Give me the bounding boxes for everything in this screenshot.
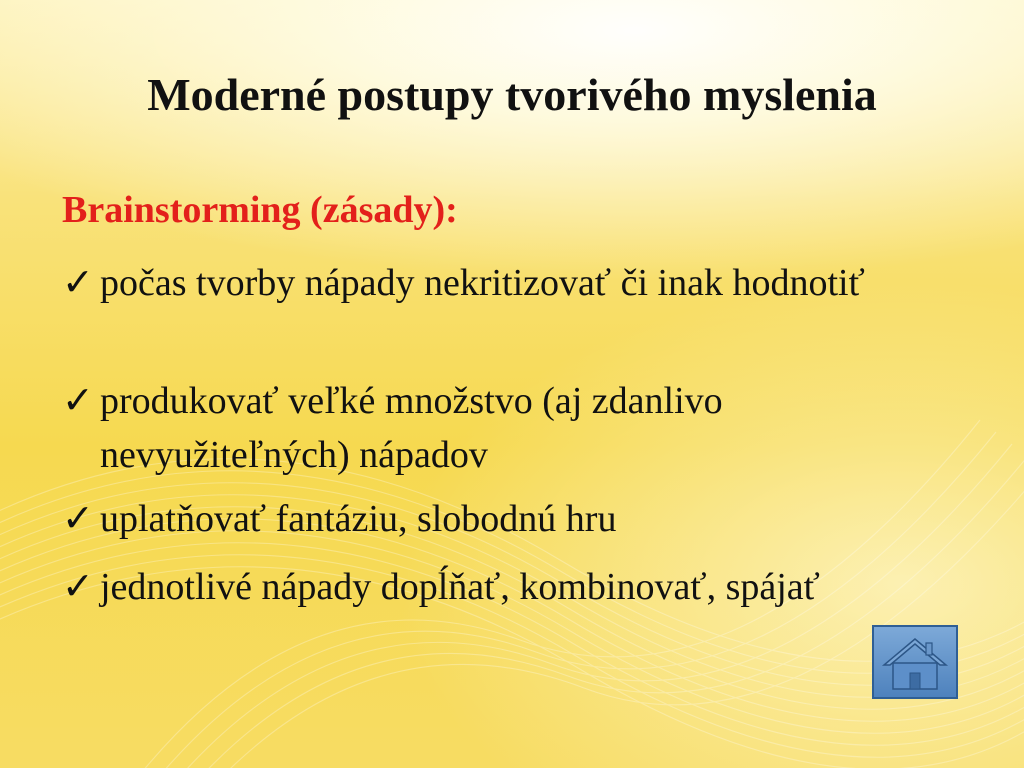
bullet-item (62, 560, 880, 614)
bullet-item (62, 492, 880, 546)
checkmark-icon: ✓ (62, 498, 94, 540)
checkmark-icon: ✓ (62, 262, 94, 304)
home-icon (880, 631, 950, 693)
checkmark-icon: ✓ (62, 380, 94, 422)
bullet-text: produkovať veľké množstvo (aj zdanlivo nevyužiteľných) nápadov (100, 380, 723, 476)
bullet-text: počas tvorby nápady nekritizovať či inak hodnotiť (100, 262, 865, 304)
bullet-text: jednotlivé nápady dopĺňať, kombinovať, spájať (100, 566, 820, 608)
section-heading: Brainstorming (zásady): (62, 189, 458, 231)
home-button[interactable] (872, 625, 958, 699)
bullet-item (62, 374, 880, 482)
bullet-item (62, 256, 880, 310)
bullet-text: uplatňovať fantáziu, slobodnú hru (100, 498, 617, 540)
slide-title: Moderné postupy tvorivého myslenia (147, 69, 877, 120)
checkmark-icon: ✓ (62, 566, 94, 608)
